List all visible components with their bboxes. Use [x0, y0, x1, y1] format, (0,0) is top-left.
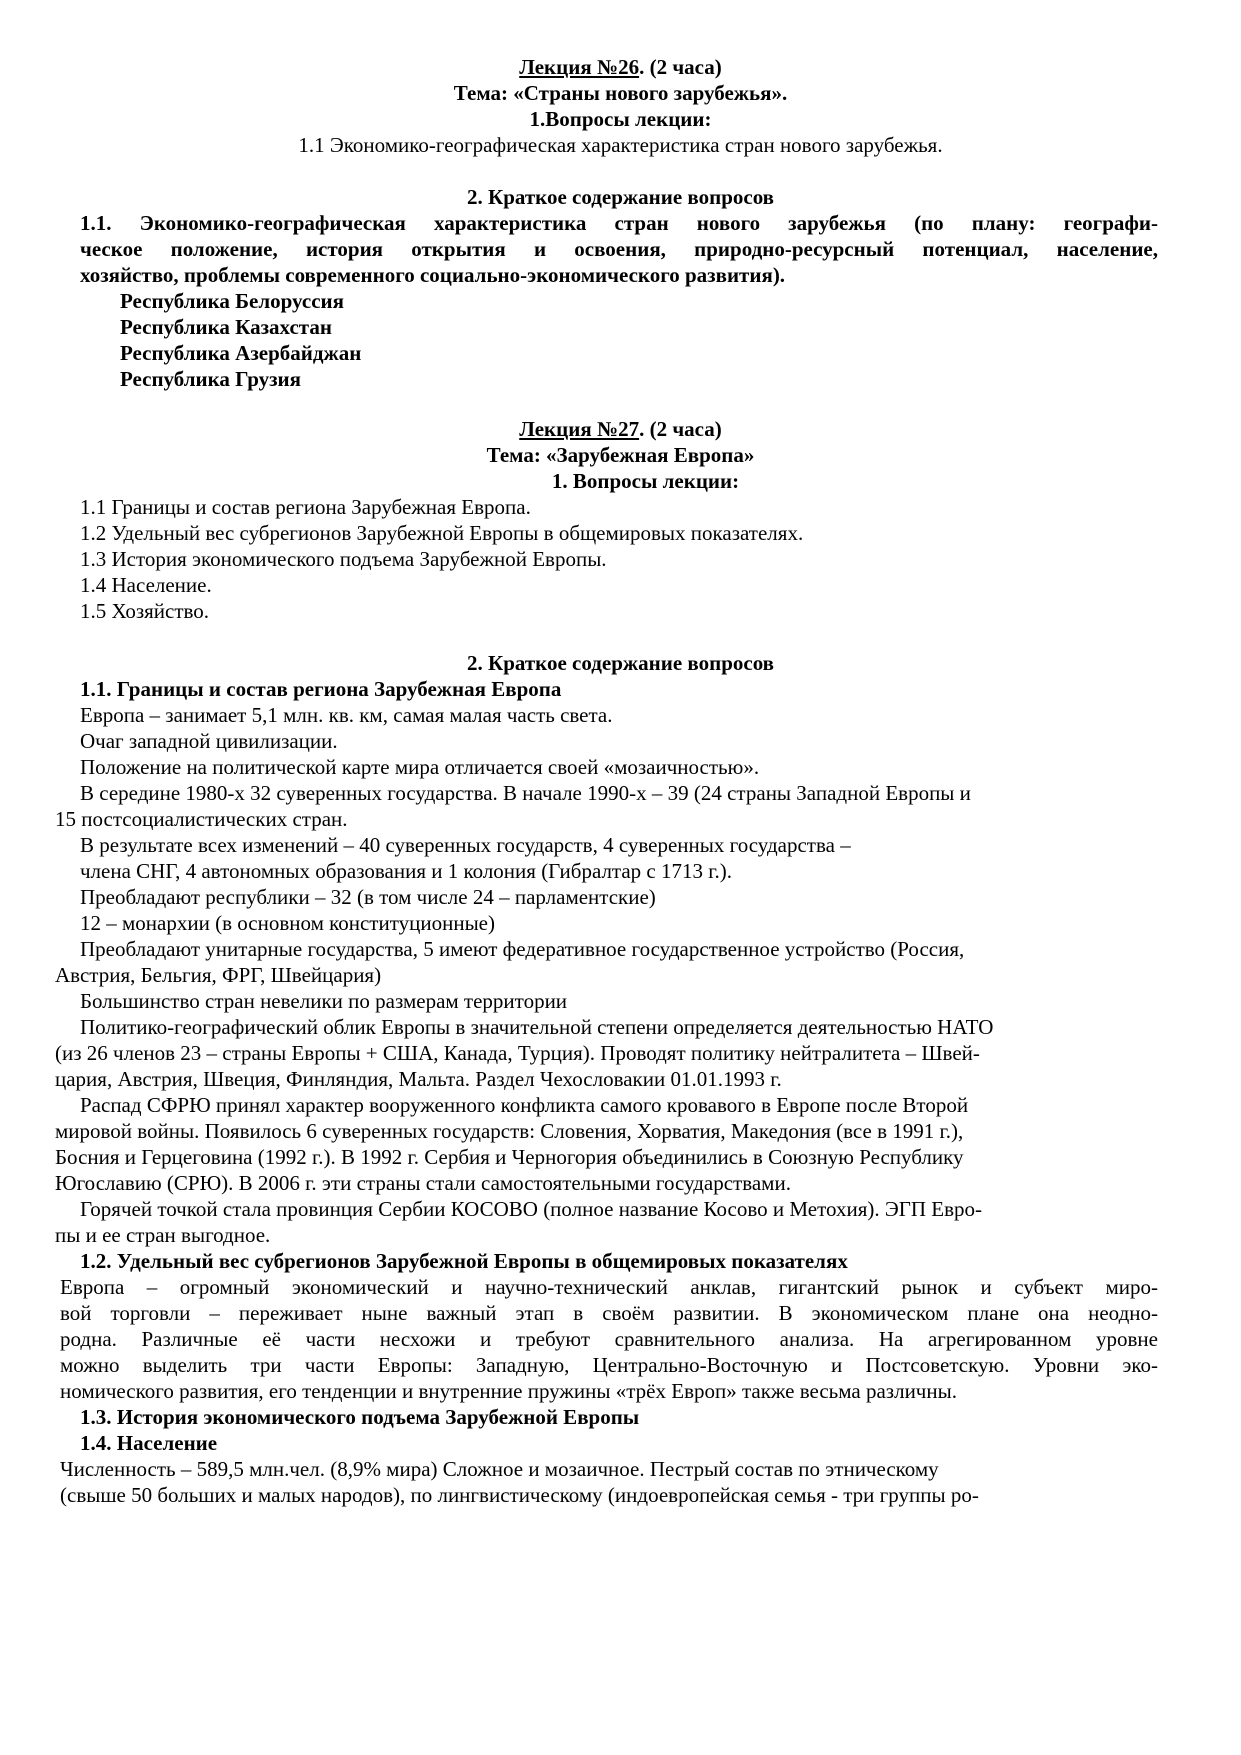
republic-item: Республика Казахстан: [120, 315, 332, 339]
paragraph-line: пы и ее стран выгодное.: [55, 1223, 271, 1247]
lecture-26-title: [0, 54, 1241, 80]
paragraph-line: 12 – монархии (в основном конституционные): [80, 911, 495, 935]
lecture-27-hours: . (2 часа): [639, 417, 722, 441]
paragraph-line: Австрия, Бельгия, ФРГ, Швейцария): [55, 963, 382, 987]
republic-item: Республика Белоруссия: [120, 289, 345, 313]
paragraph-line: родна. Различные её части несхожи и требуют сравнительного анализа. На агрегированном уровне: [60, 1327, 1158, 1351]
lecture-27-question: 1.4 Население.: [80, 573, 212, 597]
paragraph-line: Горячей точкой стала провинция Сербии КОСОВО (полное название Косово и Метохия). ЭГП Евро-: [80, 1197, 983, 1221]
lecture-27-title: [0, 416, 1241, 442]
paragraph-line: члена СНГ, 4 автономных образования и 1 колония (Гибралтар с 1713 г.).: [80, 859, 732, 883]
lecture-27-questions-heading: 1. Вопросы лекции:: [551, 469, 740, 493]
lecture-27-summary-heading: 2. Краткое содержание вопросов: [466, 651, 775, 675]
lecture-26-question: 1.1 Экономико-географическая характеристика стран нового зарубежья.: [298, 133, 943, 157]
lecture-26-summary-line: 1.1. Экономико-географическая характеристика стран нового зарубежья (по плану: географи-: [80, 211, 1158, 235]
paragraph-line: (из 26 членов 23 – страны Европы + США, Канада, Турция). Проводят политику нейтралитета – Швей-: [55, 1041, 980, 1065]
lecture-26-questions-heading: 1.Вопросы лекции:: [529, 107, 712, 131]
paragraph-line: мировой войны. Появилось 6 суверенных государств: Словения, Хорватия, Македония (все в 1991 г.),: [55, 1119, 964, 1143]
lecture-27-question: 1.1 Границы и состав региона Зарубежная Европа.: [80, 495, 531, 519]
paragraph-line: В результате всех изменений – 40 суверенных государств, 4 суверенных государства –: [80, 833, 851, 857]
paragraph-line: Численность – 589,5 млн.чел. (8,9% мира) Сложное и мозаичное. Пестрый состав по этническому: [60, 1457, 939, 1481]
paragraph-line: Политико-географический облик Европы в значительной степени определяется деятельностью НАТО: [80, 1015, 994, 1039]
paragraph-line: Положение на политической карте мира отличается своей «мозаичностью».: [80, 755, 760, 779]
lecture-27-number: Лекция №27: [519, 417, 640, 441]
lecture-27-question: 1.2 Удельный вес субрегионов Зарубежной Европы в общемировых показателях.: [80, 521, 804, 545]
paragraph-line: 15 постсоциалистических стран.: [55, 807, 348, 831]
paragraph-line: Распад СФРЮ принял характер вооруженного конфликта самого кровавого в Европе после Второй: [80, 1093, 969, 1117]
paragraph-line: Босния и Герцеговина (1992 г.). В 1992 г. Сербия и Черногория объединились в Союзную Республику: [55, 1145, 964, 1169]
paragraph-line: вой торговли – переживает ныне важный этап в своём развитии. В экономическом плане она неодно-: [60, 1301, 1158, 1325]
republic-item: Республика Азербайджан: [120, 341, 362, 365]
paragraph-line: (свыше 50 больших и малых народов), по лингвистическому (индоевропейская семья - три группы ро-: [60, 1483, 979, 1507]
section-1-1-heading: 1.1. Границы и состав региона Зарубежная Европа: [80, 677, 562, 701]
paragraph-line: Большинство стран невелики по размерам территории: [80, 989, 568, 1013]
lecture-26-hours: . (2 часа): [639, 55, 722, 79]
lecture-26-summary-heading: 2. Краткое содержание вопросов: [466, 185, 775, 209]
lecture-27-question: 1.5 Хозяйство.: [80, 599, 210, 623]
lecture-26-number: Лекция №26: [519, 55, 640, 79]
paragraph-line: Преобладают унитарные государства, 5 имеют федеративное государственное устройство (Россия,: [80, 937, 965, 961]
paragraph-line: Очаг западной цивилизации.: [80, 729, 338, 753]
lecture-26-summary-line: ческое положение, история открытия и освоения, природно-ресурсный потенциал, население,: [80, 237, 1158, 261]
paragraph-line: В середине 1980-х 32 суверенных государства. В начале 1990-х – 39 (24 страны Западной Европы и: [80, 781, 971, 805]
paragraph-line: номического развития, его тенденции и внутренние пружины «трёх Европ» также весьма различны.: [60, 1379, 957, 1403]
paragraph-line: Преобладают республики – 32 (в том числе 24 – парламентские): [80, 885, 656, 909]
lecture-26-summary-line: хозяйство, проблемы современного социально-экономического развития).: [80, 263, 786, 287]
paragraph-line: цария, Австрия, Швеция, Финляндия, Мальта. Раздел Чехословакии 01.01.1993 г.: [55, 1067, 782, 1091]
section-1-2-heading: 1.2. Удельный вес субрегионов Зарубежной Европы в общемировых показателях: [80, 1249, 848, 1273]
paragraph-line: Югославию (СРЮ). В 2006 г. эти страны стали самостоятельными государствами.: [55, 1171, 791, 1195]
lecture-27-theme: Тема: «Зарубежная Европа»: [486, 443, 755, 467]
lecture-26-theme: Тема: «Страны нового зарубежья».: [453, 81, 788, 105]
lecture-27-question: 1.3 История экономического подъема Зарубежной Европы.: [80, 547, 607, 571]
section-1-3-heading: 1.3. История экономического подъема Зарубежной Европы: [80, 1405, 640, 1429]
paragraph-line: Европа – занимает 5,1 млн. кв. км, самая малая часть света.: [80, 703, 613, 727]
paragraph-line: Европа – огромный экономический и научно-технический анклав, гигантский рынок и субъект миро-: [60, 1275, 1158, 1299]
republic-item: Республика Грузия: [120, 367, 302, 391]
section-1-4-heading: 1.4. Население: [80, 1431, 218, 1455]
paragraph-line: можно выделить три части Европы: Западную, Центрально-Восточную и Постсоветскую. Уровни эко-: [60, 1353, 1158, 1377]
